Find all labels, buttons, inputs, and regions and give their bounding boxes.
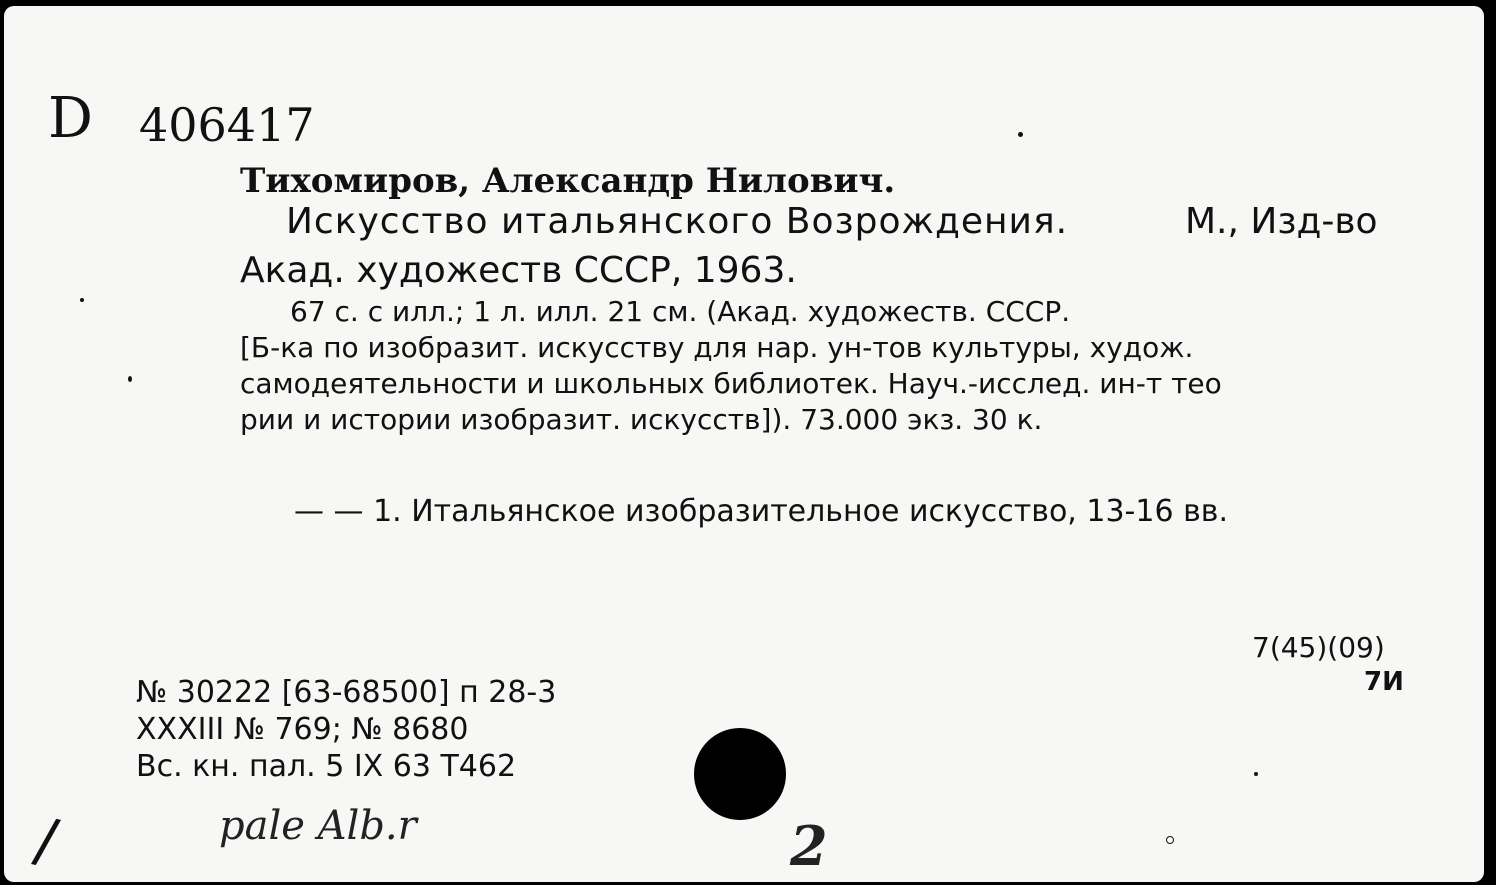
- punch-hole: [694, 728, 786, 820]
- description-line: 67 с. с илл.; 1 л. илл. 21 см. (Акад. художеств. СССР.: [290, 295, 1071, 328]
- info-line: XXXIII № 769; № 8680: [136, 712, 469, 747]
- title-line-2: Акад. художеств СССР, 1963.: [240, 250, 797, 291]
- speck: [128, 376, 132, 382]
- classification-code: 7(45)(09): [1252, 631, 1385, 664]
- speck: [1166, 836, 1174, 844]
- info-line: № 30222 [63-68500] п 28-3: [136, 675, 557, 710]
- info-line: Вс. кн. пал. 5 IX 63 Т462: [136, 749, 517, 784]
- registration-info: [136, 674, 556, 785]
- speck: [1018, 132, 1023, 137]
- description-line: [Б-ка по изобразит. искусству для нар. ун-тов культуры, худож.: [240, 331, 1194, 364]
- title-line-1: Искусство итальянского Возрождения.: [286, 201, 1069, 242]
- author-name: Тихомиров, Александр Нилович.: [240, 161, 896, 201]
- speck: [1254, 772, 1258, 776]
- description-line: самодеятельности и школьных библиотек. Науч.-исслед. ин-т тео: [240, 367, 1222, 400]
- publisher-line-1: М., Изд-во: [1185, 201, 1378, 242]
- physical-description: [240, 294, 1415, 438]
- description-line: рии и истории изобразит. искусств]). 73.000 экз. 30 к.: [240, 403, 1043, 436]
- margin-mark: /: [28, 804, 64, 878]
- subject-heading: — — 1. Итальянское изобразительное искусство, 13-16 вв.: [294, 494, 1228, 529]
- speck: [80, 298, 84, 302]
- handwritten-note: pale Alb.r: [219, 803, 417, 849]
- handwritten-number: 2: [790, 814, 828, 878]
- call-number: 406417: [139, 98, 315, 152]
- author-mark-code: 7И: [1364, 667, 1404, 697]
- catalog-card: [4, 6, 1484, 882]
- call-mark: D: [48, 86, 93, 151]
